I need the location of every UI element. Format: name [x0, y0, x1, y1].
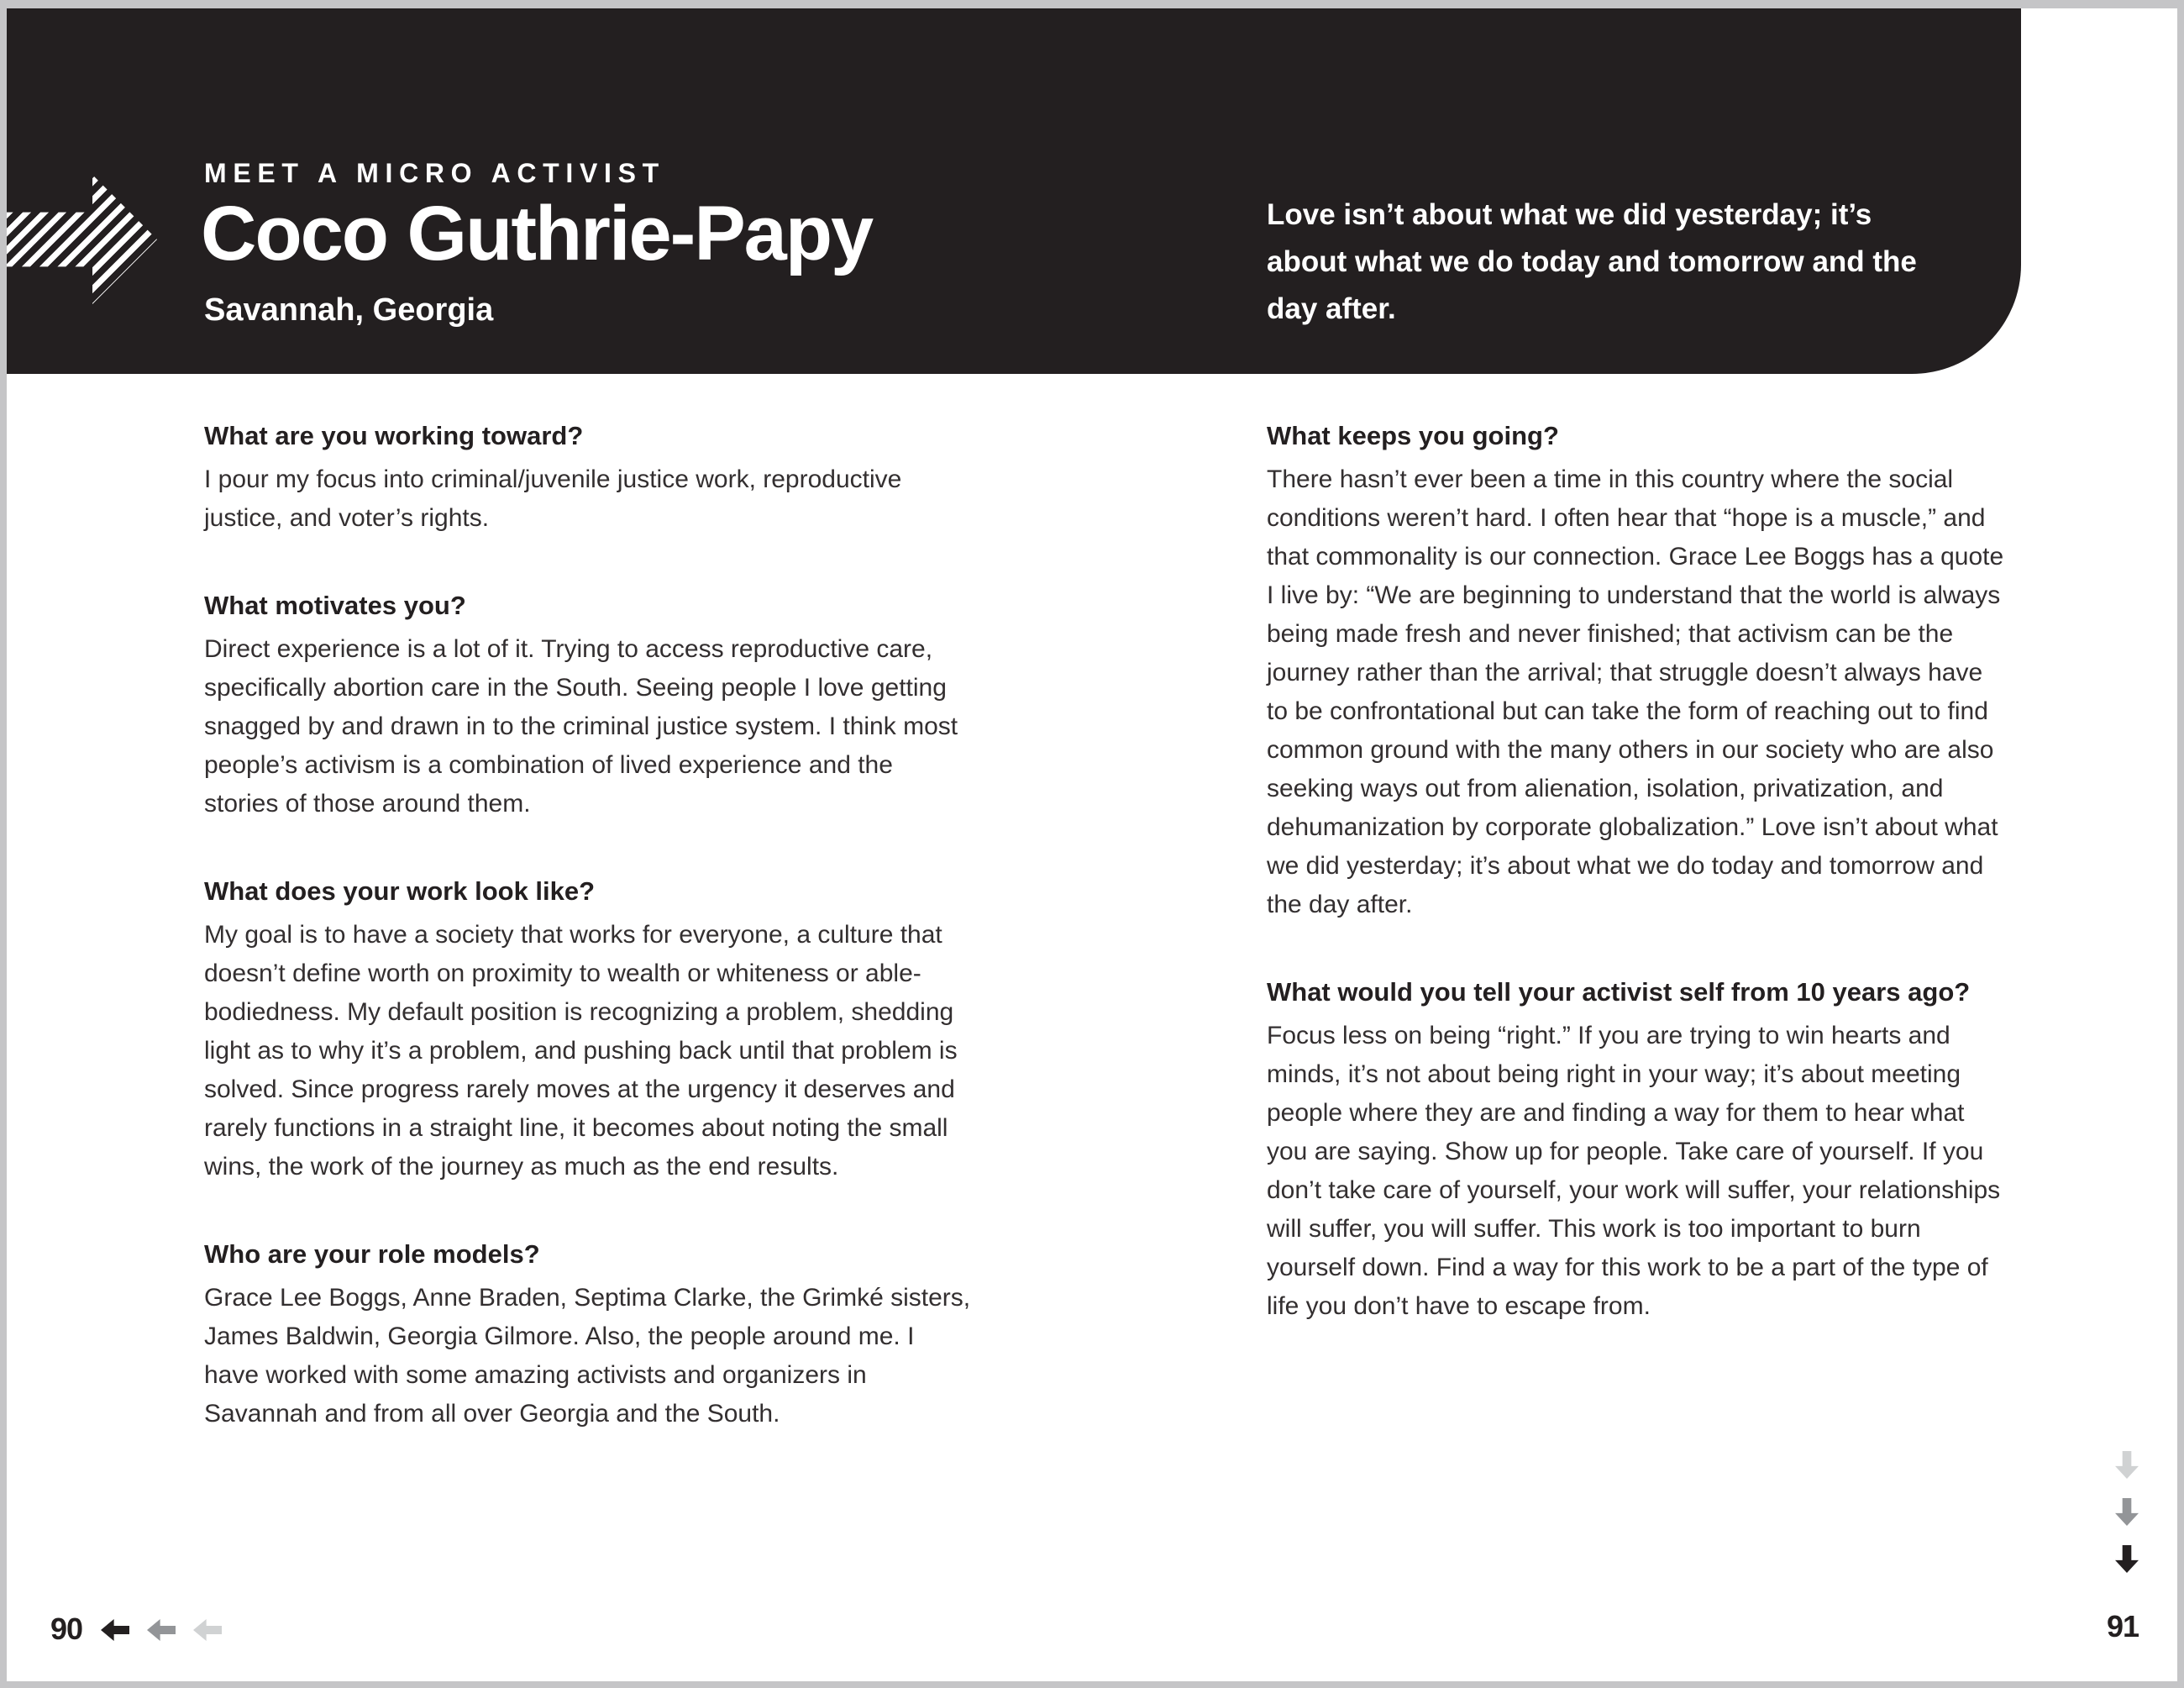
left-arrow-icon-light — [193, 1619, 222, 1641]
down-arrow-icon-gray — [2115, 1498, 2139, 1526]
qa-answer: There hasn’t ever been a time in this country where the social conditions weren’t hard. I often hear that “hope is a muscle,” and that commonality is our connection. Grace Lee Boggs has a quote I live by: “We are beginning to understand that the world is always being made fresh and never finished; that activism can be the journey rather than the arrival; that struggle doesn’t always have to be confrontational but can take the form of reaching out to find common ground with the many others in our society who are also seeking ways out from alienation, isolation, privatization, and dehumanization by corporate globalization.” Love isn’t about what we did yesterday; it’s about what we do today and tomorrow and the day after. — [1267, 465, 2004, 918]
qa-column-right — [1267, 418, 2006, 1376]
page-number-right: 91 — [2106, 1609, 2139, 1643]
qa-item — [1267, 418, 2006, 924]
qa-answer: Direct experience is a lot of it. Trying to access reproductive care, specifically abortion care in the South. Seeing people I love getting snagged by and drawn in to the criminal justice system. I think most people’s activism is a combination of lived experience and the stories of those around them. — [204, 635, 958, 818]
left-arrow-icon-gray — [147, 1619, 176, 1641]
qa-question: Who are your role models? — [204, 1239, 540, 1269]
pager-arrows-right — [2115, 1451, 2139, 1573]
qa-item — [204, 418, 973, 538]
location-subtitle: Savannah, Georgia — [204, 292, 494, 328]
page-title: Coco Guthrie-Papy — [201, 191, 873, 276]
pager-arrows-left — [101, 1619, 222, 1641]
striped-right-arrow-icon — [7, 175, 157, 304]
qa-item — [1267, 975, 2006, 1326]
qa-answer: Focus less on being “right.” If you are trying to win hearts and minds, it’s not about being right in your way; it’s about meeting people where they are and finding a way for them to hear what you are saying. Show up for people. Take care of yourself. If you don’t take care of yourself, your work will suffer, your relationships will suffer, you will suffer. This work is too important to burn yourself down. Find a way for this work to be a part of the type of life you don’t have to escape from. — [1267, 1022, 2001, 1320]
qa-column-left — [204, 418, 973, 1484]
qa-answer: I pour my focus into criminal/juvenile justice work, reproductive justice, and voter’s rights. — [204, 465, 902, 532]
qa-question: What does your work look like? — [204, 876, 596, 906]
qa-item — [204, 588, 973, 823]
qa-item — [204, 1237, 973, 1433]
pull-quote: Love isn’t about what we did yesterday; it’s about what we do today and tomorrow and the day after. — [1267, 198, 1917, 325]
qa-answer: My goal is to have a society that works for everyone, a culture that doesn’t define worth on proximity to wealth or whiteness or able-bodiedness. My default position is recognizing a problem, shedding light as to why it’s a problem, and pushing back until that problem is solved. Since progress rarely moves at the urgency it deserves and rarely functions in a straight line, it becomes about noting the small wins, the work of the journey as much as the end results. — [204, 921, 958, 1181]
page-number-left: 90 — [50, 1612, 83, 1646]
left-arrow-icon-dark — [101, 1619, 129, 1641]
book-page-spread — [7, 8, 2177, 1681]
qa-item — [204, 874, 973, 1186]
header-banner — [7, 8, 2021, 374]
qa-question: What motivates you? — [204, 591, 466, 620]
qa-question: What keeps you going? — [1267, 421, 1559, 450]
down-arrow-icon-light — [2115, 1451, 2139, 1479]
qa-question: What would you tell your activist self from 10 years ago? — [1267, 977, 1971, 1007]
down-arrow-icon-dark — [2115, 1545, 2139, 1573]
qa-question: What are you working toward? — [204, 421, 584, 450]
section-eyebrow: MEET A MICRO ACTIVIST — [204, 158, 665, 188]
qa-answer: Grace Lee Boggs, Anne Braden, Septima Clarke, the Grimké sisters, James Baldwin, Georgia Gilmore. Also, the people around me. I have worked with some amazing activists and organizers in Savannah and from all over Georgia and the South. — [204, 1284, 971, 1428]
